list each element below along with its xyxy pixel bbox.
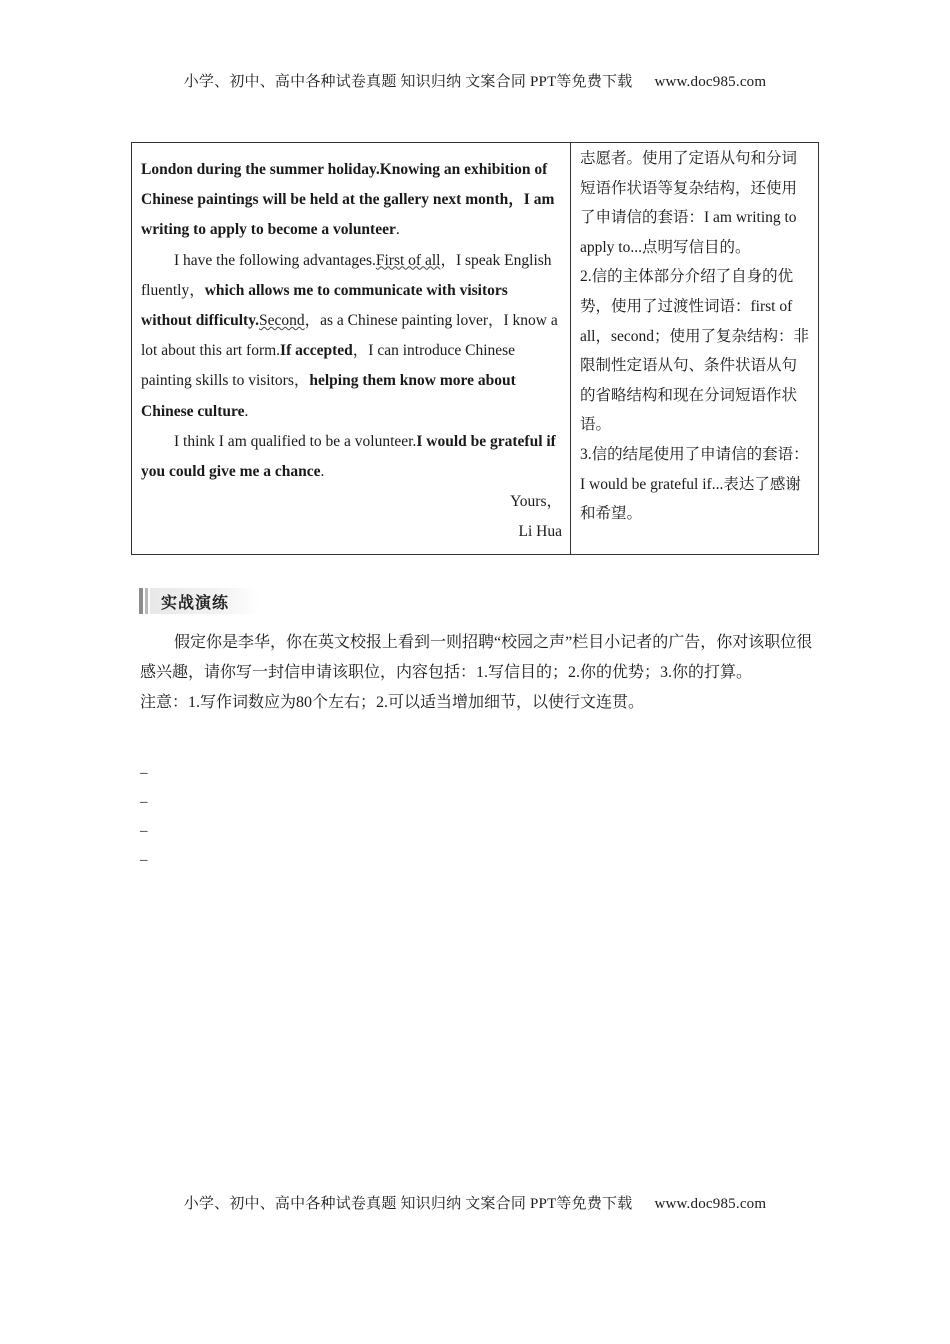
heading-bar: [139, 588, 143, 614]
text: .: [395, 221, 400, 239]
page-footer: [0, 1192, 950, 1213]
writing-task: [140, 628, 820, 718]
answer-lines: [140, 754, 148, 870]
header-site: www.doc985.com: [654, 74, 767, 90]
bold-sentence: I would be grateful if you could give me a chance: [141, 432, 556, 481]
notes-cell: [571, 143, 819, 555]
text: ，I can introduce Chinese painting skills to visitors，: [141, 342, 516, 390]
section-heading: [139, 586, 261, 616]
text: ，as a Chinese painting lover，I know a lot about this art form.: [141, 312, 558, 360]
bold-sentence: London during the summer holiday.Knowing an exhibition of Chinese paintings will be held at the gallery next month，I am writing to apply to become a volunteer: [141, 161, 555, 239]
note-3: 3.信的结尾使用了申请信的套语：I would be grateful if...表达了感谢和希望。: [580, 445, 809, 523]
footer-text: 小学、初中、高中各种试卷真题 知识归纳 文案合同 PPT等免费下载: [183, 1196, 633, 1212]
task-note: 注意：1.写作词数应为80个左右；2.可以适当增加细节，以使行文连贯。: [140, 694, 645, 711]
text: .: [244, 402, 249, 420]
section-title: 实战演练: [161, 593, 230, 612]
note-1: 志愿者。使用了定语从句和分词短语作状语等复杂结构，还使用了申请信的套语：I am writing to apply to...点明写信目的。: [580, 150, 798, 256]
answer-line[interactable]: _: [140, 847, 148, 863]
letter-paragraph-2: [141, 246, 562, 427]
answer-line[interactable]: _: [140, 760, 148, 776]
transition-word: First of all: [375, 251, 441, 269]
heading-bar: [145, 588, 148, 614]
letter-closing: Yours，: [510, 493, 562, 511]
task-prompt: 假定你是李华，你在英文校报上看到一则招聘“校园之声”栏目小记者的广告，你对该职位很感兴趣，请你写一封信申请该职位，内容包括：1.写信目的；2.你的优势；3.你的打算。: [140, 634, 813, 681]
text: I have the following advantages.: [174, 251, 376, 269]
letter-annotation-table: [131, 142, 819, 555]
note-2: 2.信的主体部分介绍了自身的优势，使用了过渡性词语：first of all，second；使用了复杂结构：非限制性定语从句、条件状语从句的省略结构和现在分词短语作状语。: [580, 268, 810, 434]
page-header: [0, 70, 950, 91]
letter-cell: [132, 143, 571, 555]
text: .: [320, 463, 325, 481]
text: ，I speak English fluently，: [141, 251, 552, 299]
letter-paragraph-1: [141, 155, 562, 246]
footer-site: www.doc985.com: [654, 1196, 767, 1212]
bold-sentence: If accepted: [280, 342, 353, 360]
answer-line[interactable]: _: [140, 818, 148, 834]
letter-signature: Li Hua: [518, 523, 562, 541]
text: I think I am qualified to be a volunteer.: [174, 432, 417, 450]
transition-word: Second: [258, 312, 305, 330]
bold-sentence: helping them know more about Chinese culture: [141, 372, 516, 420]
answer-line[interactable]: _: [140, 789, 148, 805]
letter-paragraph-3: [141, 427, 562, 487]
header-text: 小学、初中、高中各种试卷真题 知识归纳 文案合同 PPT等免费下载: [183, 74, 633, 90]
bold-sentence: which allows me to communicate with visitors without difficulty.: [141, 281, 508, 330]
